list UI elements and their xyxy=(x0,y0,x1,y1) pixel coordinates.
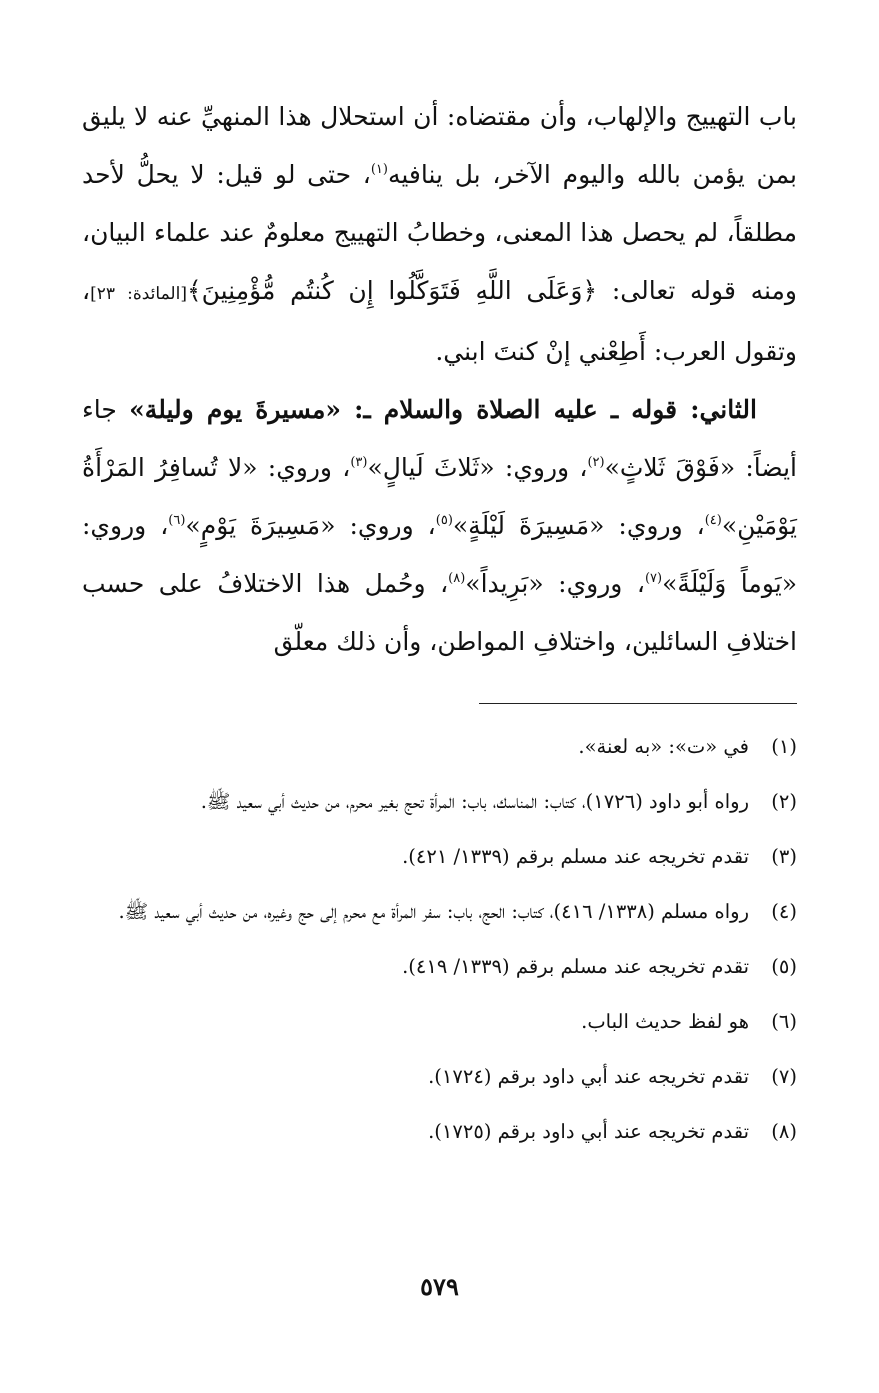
footnote-number: (٢) xyxy=(771,790,797,813)
text-span: جاء أيضاً: «فَوْقَ ثَلاثٍ» xyxy=(82,395,797,482)
footnote-ref: (٣) xyxy=(350,455,368,470)
footnote-number: (١) xyxy=(771,735,797,758)
footnote-item xyxy=(82,833,797,881)
footnote-item xyxy=(82,998,797,1046)
footnote-item xyxy=(82,778,797,826)
footnote-ref: (٥) xyxy=(435,513,453,528)
main-text xyxy=(82,88,797,671)
text-span: ، حتى لو قيل: لا يحلُّ لأحد مطلقاً، لم يحصل هذا المعنى، وخطابُ التهييج معلومٌ عند علماء البيان، ومنه قوله تعالى: ﴿وَعَلَى اللَّهِ فَتَوَكَّلُوا إِن كُنتُم مُّؤْمِنِينَ﴾ xyxy=(82,160,797,305)
text-span: ، وروي: «مَسِيرَةَ لَيْلَةٍ» xyxy=(452,511,705,540)
footnote-item xyxy=(82,943,797,991)
text-span: ، وروي: «مَسِيرَةَ يَوْمٍ» xyxy=(185,511,436,540)
text-span: ، وتقول العرب: أَطِعْني إنْ كنتَ ابني. xyxy=(82,276,797,366)
text-span: ، وروي: «لا تُسافِرُ المَرْأَةُ يَوْمَيْنِ» xyxy=(82,453,797,540)
footnote-ref: (٢) xyxy=(587,455,605,470)
section-lead: الثاني: قوله ـ عليه الصلاة والسلام ـ: «مسيرةَ يوم وليلة» xyxy=(129,395,757,424)
text-span: ، وروي: «بَرِيداً» xyxy=(465,569,645,598)
footnote-text: رواه أبو داود (١٧٢٦)، كتاب: المناسك، باب: المرأة تحج بغير محرم، من حديث أبي سعيد ﷺ. xyxy=(200,790,749,813)
text-span: باب التهييج والإلهاب، وأن مقتضاه: أن استحلال هذا المنهيِّ عنه لا يليق بمن يؤمن بالله واليوم الآخر، بل ينافيه xyxy=(82,102,797,189)
paragraph-2 xyxy=(82,381,797,671)
footnote-item xyxy=(82,888,797,936)
footnote-ref: (١) xyxy=(370,162,388,177)
text-span: ، وروي: «ثَلاثَ لَيالٍ» xyxy=(367,453,588,482)
footnote-text: رواه مسلم (١٣٣٨/ ٤١٦)، كتاب: الحج، باب: سفر المرأة مع محرم إلى حج وغيره، من حديث أبي سعيد ﷺ. xyxy=(118,900,749,923)
quran-citation: [المائدة: ٢٣] xyxy=(90,284,187,304)
footnote-number: (٨) xyxy=(771,1120,797,1143)
footnote-ref: (٦) xyxy=(168,513,186,528)
footnote-number: (٧) xyxy=(771,1065,797,1088)
footnote-item xyxy=(82,1053,797,1101)
footnote-ref: (٤) xyxy=(704,513,722,528)
footnote-number: (٣) xyxy=(771,845,797,868)
footnote-ref: (٨) xyxy=(448,571,466,586)
footnote-text: تقدم تخريجه عند مسلم برقم (١٣٣٩/ ٤١٩). xyxy=(402,955,749,978)
footnote-text: تقدم تخريجه عند أبي داود برقم (١٧٢٥). xyxy=(428,1120,749,1143)
footnotes xyxy=(82,723,797,1163)
footnote-separator xyxy=(479,703,797,704)
footnote-item xyxy=(82,723,797,771)
footnote-text: تقدم تخريجه عند أبي داود برقم (١٧٢٤). xyxy=(428,1065,749,1088)
footnote-number: (٦) xyxy=(771,1010,797,1033)
footnote-text: هو لفظ حديث الباب. xyxy=(581,1010,749,1033)
text-span: ، وحُمل هذا الاختلافُ على حسب اختلافِ السائلين، واختلافِ المواطن، وأن ذلك معلّق xyxy=(82,569,797,656)
footnote-number: (٥) xyxy=(771,955,797,978)
footnote-text: في «ت»: «به لعنة». xyxy=(578,735,749,758)
text-span: ، وروي: «يَوماً وَلَيْلَةً» xyxy=(82,511,797,598)
paragraph-1 xyxy=(82,88,797,381)
footnote-ref: (٧) xyxy=(644,571,663,586)
footnote-item xyxy=(82,1108,797,1156)
footnote-text: تقدم تخريجه عند مسلم برقم (١٣٣٩/ ٤٢١). xyxy=(402,845,749,868)
footnote-number: (٤) xyxy=(771,900,797,923)
page-number: ٥٧٩ xyxy=(420,1272,459,1301)
